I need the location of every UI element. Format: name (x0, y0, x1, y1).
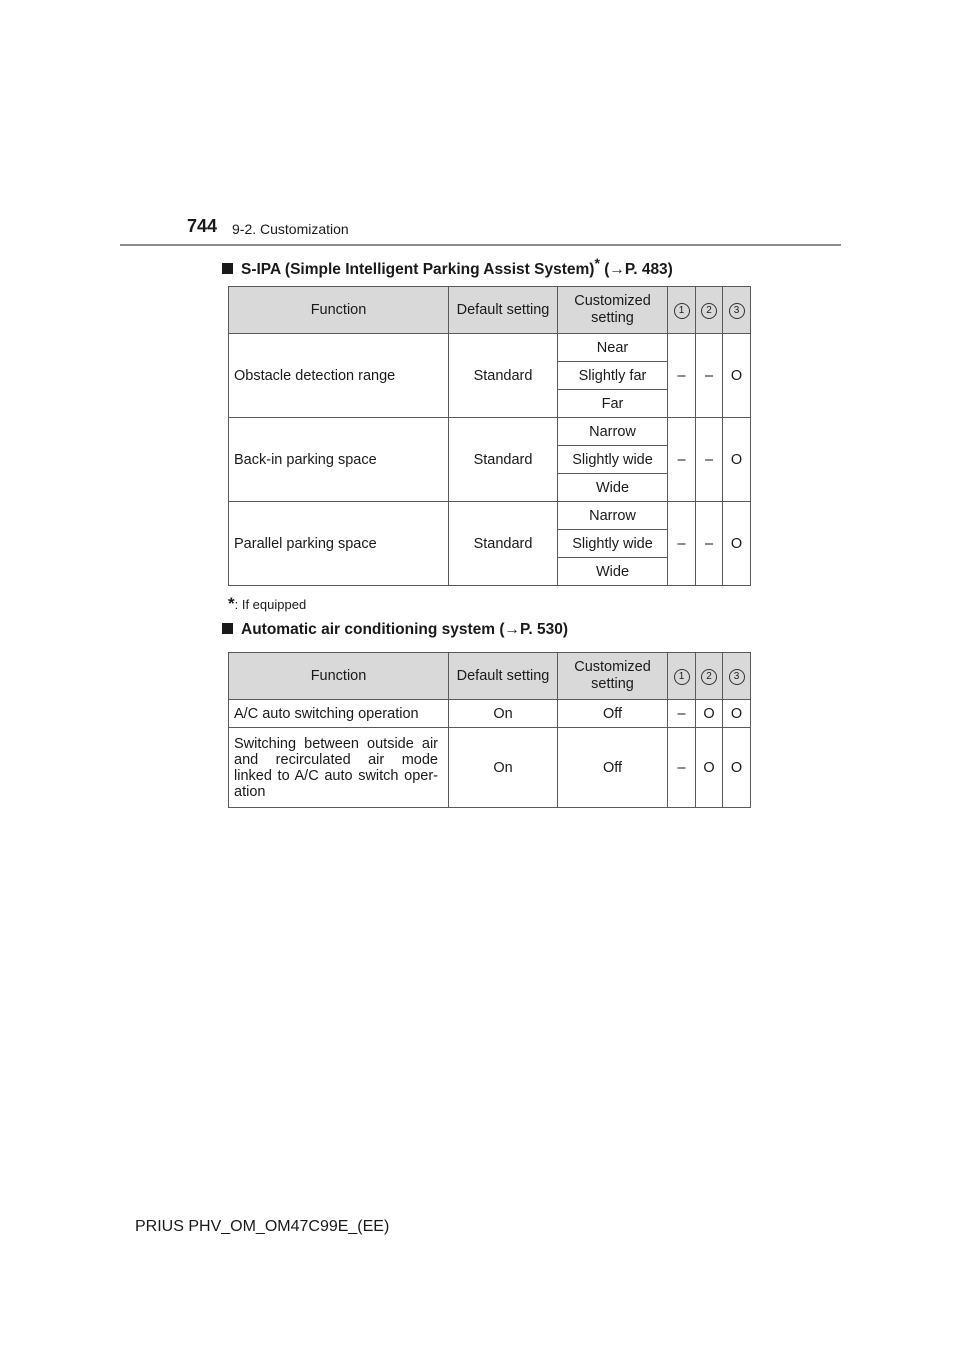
option-cell: Narrow (558, 418, 668, 446)
page-reference: (→P. 530) (499, 621, 569, 638)
circled-number-icon: 1 (674, 303, 690, 319)
method-1-cell: – (668, 700, 696, 728)
section-title: S-IPA (Simple Intelligent Parking Assist System) (241, 261, 595, 279)
column-header-function: Function (229, 653, 449, 700)
circled-number-icon: 3 (729, 669, 745, 685)
footnote-star: * (228, 594, 235, 613)
option-cell: Slightly wide (558, 530, 668, 558)
table-header-row (229, 287, 751, 334)
sipa-settings-table (228, 286, 751, 586)
circled-number-icon: 2 (701, 669, 717, 685)
column-header-default: Default setting (449, 287, 558, 334)
option-cell: Wide (558, 474, 668, 502)
default-cell: Standard (449, 502, 558, 586)
table-row (229, 502, 751, 530)
table-row (229, 728, 751, 808)
function-cell: Back-in parking space (229, 418, 449, 502)
table-header-row (229, 653, 751, 700)
column-header-customized: Customized setting (558, 287, 668, 334)
function-cell: Obstacle detection range (229, 334, 449, 418)
method-1-cell: – (668, 728, 696, 808)
method-2-cell: – (696, 502, 723, 586)
column-header-customized: Customized setting (558, 653, 668, 700)
method-3-cell: O (723, 700, 751, 728)
square-bullet-icon (222, 263, 233, 274)
option-cell: Narrow (558, 502, 668, 530)
footnote-text: : If equipped (234, 597, 307, 612)
section-heading-sipa (222, 255, 673, 279)
chapter-title: 9-2. Customization (232, 221, 349, 237)
method-3-cell: O (723, 418, 751, 502)
column-header-function: Function (229, 287, 449, 334)
method-3-cell: O (723, 334, 751, 418)
option-cell: Slightly far (558, 362, 668, 390)
ac-settings-table (228, 652, 751, 808)
option-cell: Near (558, 334, 668, 362)
customized-cell: Off (558, 728, 668, 808)
method-3-cell: O (723, 728, 751, 808)
function-cell: Switching between outside air and recirculated air mode linked to A/C auto switch oper- ation (229, 728, 449, 808)
column-header-default: Default setting (449, 653, 558, 700)
method-2-cell: – (696, 418, 723, 502)
method-2-cell: O (696, 728, 723, 808)
option-cell: Slightly wide (558, 446, 668, 474)
function-cell: Parallel parking space (229, 502, 449, 586)
document-code: PRIUS PHV_OM_OM47C99E_(EE) (135, 1218, 390, 1235)
default-cell: On (449, 728, 558, 808)
circled-number-icon: 2 (701, 303, 717, 319)
header-divider (120, 244, 841, 246)
customized-cell: Off (558, 700, 668, 728)
column-header-method-1 (668, 653, 696, 700)
circled-number-icon: 1 (674, 669, 690, 685)
table-row (229, 418, 751, 446)
column-header-method-3 (723, 653, 751, 700)
option-cell: Wide (558, 558, 668, 586)
section-heading-ac (222, 621, 568, 639)
table-row (229, 334, 751, 362)
circled-number-icon: 3 (729, 303, 745, 319)
method-2-cell: O (696, 700, 723, 728)
page-number: 744 (187, 216, 218, 236)
column-header-method-2 (696, 287, 723, 334)
default-cell: On (449, 700, 558, 728)
footnote-marker: * (594, 255, 600, 271)
column-header-method-3 (723, 287, 751, 334)
page-reference: (→P. 483) (604, 261, 673, 279)
method-2-cell: – (696, 334, 723, 418)
column-header-method-2 (696, 653, 723, 700)
table-row (229, 700, 751, 728)
column-header-method-1 (668, 287, 696, 334)
section-title: Automatic air conditioning system (241, 621, 496, 638)
footnote (228, 594, 306, 614)
default-cell: Standard (449, 418, 558, 502)
method-1-cell: – (668, 502, 696, 586)
method-3-cell: O (723, 502, 751, 586)
function-cell: A/C auto switching operation (229, 700, 449, 728)
default-cell: Standard (449, 334, 558, 418)
square-bullet-icon (222, 623, 233, 634)
method-1-cell: – (668, 334, 696, 418)
method-1-cell: – (668, 418, 696, 502)
option-cell: Far (558, 390, 668, 418)
